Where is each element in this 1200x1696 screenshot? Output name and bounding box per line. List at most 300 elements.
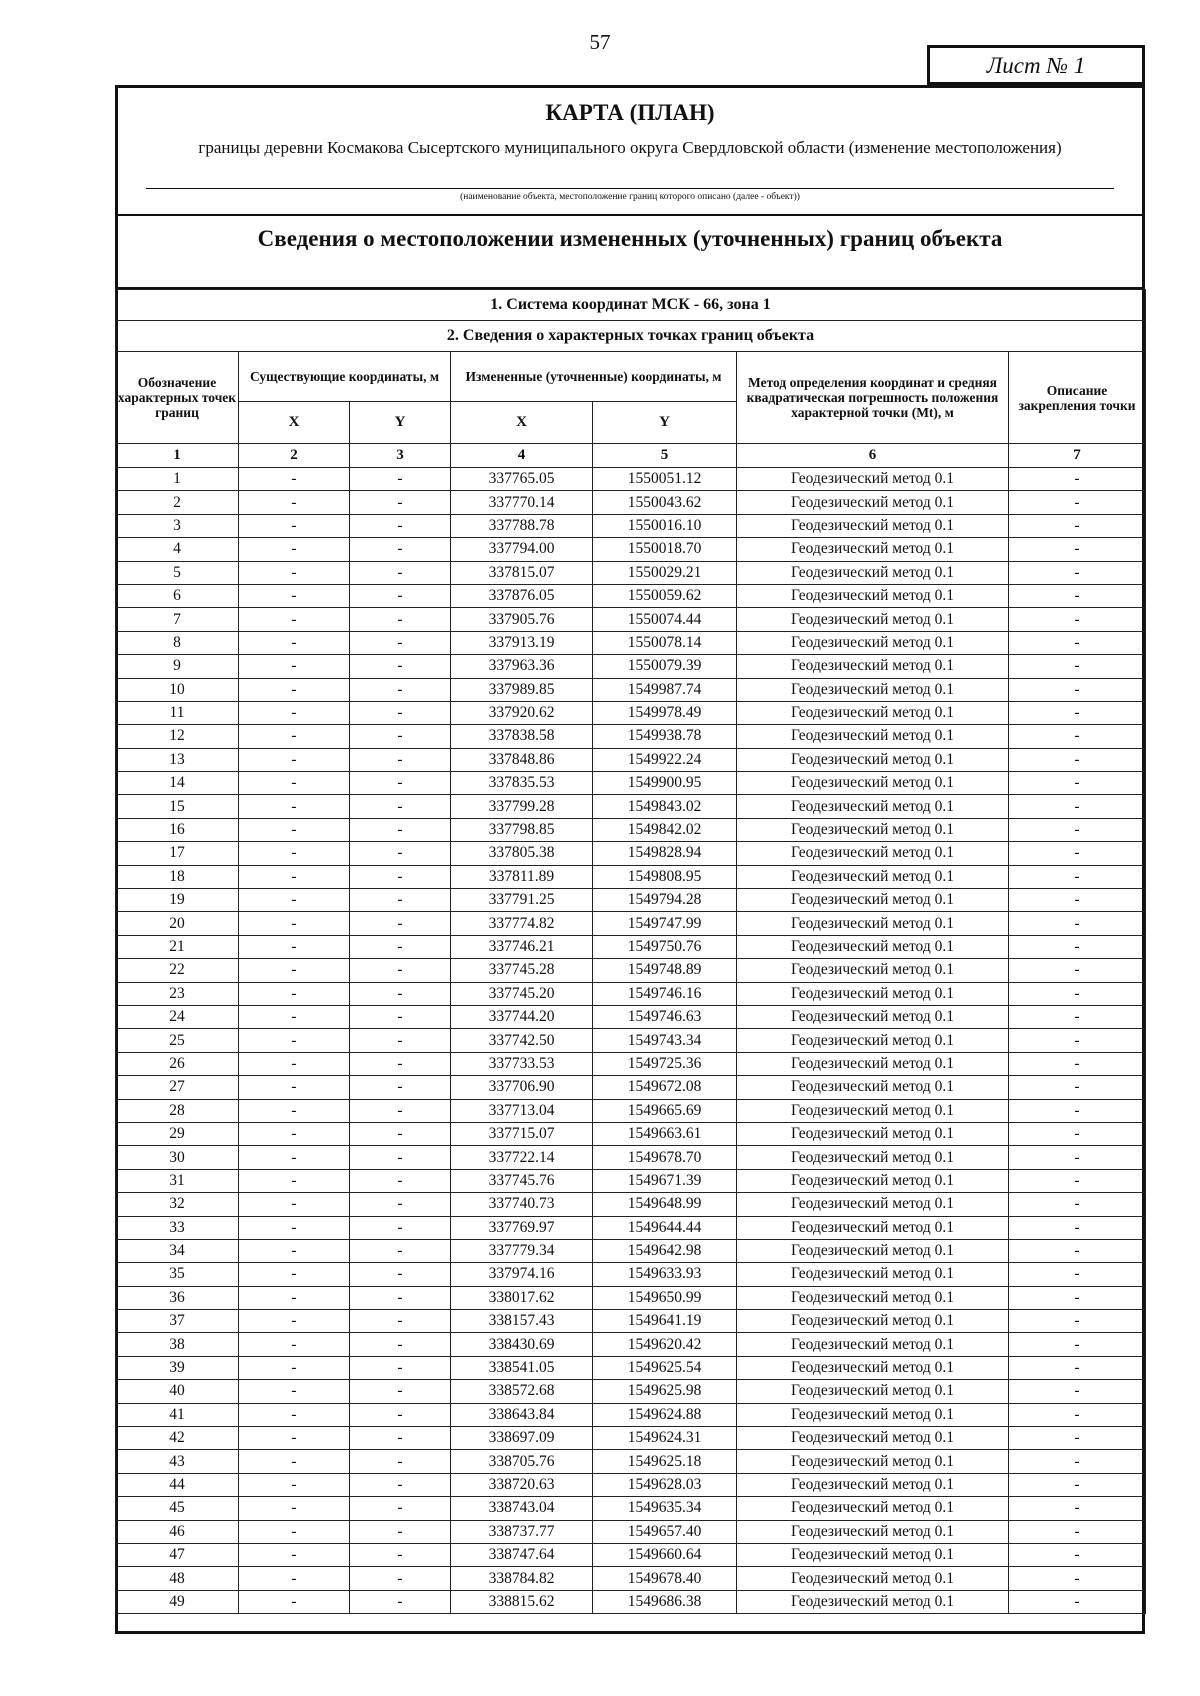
existing-y-cell: - <box>350 701 451 724</box>
existing-y-cell: - <box>350 584 451 607</box>
table-row <box>116 865 1146 888</box>
fixing-description-cell: - <box>1009 608 1146 631</box>
existing-x-cell: - <box>239 1146 350 1169</box>
changed-y-cell: 1549828.94 <box>593 842 737 865</box>
fixing-description-cell: - <box>1009 1029 1146 1052</box>
existing-y-cell: - <box>350 514 451 537</box>
fixing-description-cell: - <box>1009 1473 1146 1496</box>
fixing-description-cell: - <box>1009 725 1146 748</box>
existing-x-cell: - <box>239 1450 350 1473</box>
fixing-description-cell: - <box>1009 1263 1146 1286</box>
table-row <box>116 1122 1146 1145</box>
changed-y-cell: 1549642.98 <box>593 1239 737 1262</box>
existing-x-cell: - <box>239 1497 350 1520</box>
table-row <box>116 468 1146 491</box>
changed-y-cell: 1550043.62 <box>593 491 737 514</box>
changed-y-cell: 1549633.93 <box>593 1263 737 1286</box>
fixing-description-cell: - <box>1009 865 1146 888</box>
method-cell: Геодезический метод 0.1 <box>737 1333 1009 1356</box>
existing-y-cell: - <box>350 1029 451 1052</box>
existing-y-cell: - <box>350 1146 451 1169</box>
existing-x-cell: - <box>239 842 350 865</box>
method-cell: Геодезический метод 0.1 <box>737 725 1009 748</box>
point-number-cell: 34 <box>116 1239 239 1262</box>
method-cell: Геодезический метод 0.1 <box>737 561 1009 584</box>
existing-x-cell: - <box>239 1193 350 1216</box>
table-row <box>116 982 1146 1005</box>
header-changed-x: X <box>451 402 593 444</box>
table-row <box>116 1380 1146 1403</box>
existing-x-cell: - <box>239 1216 350 1239</box>
header-existing-y: Y <box>350 402 451 444</box>
fixing-description-cell: - <box>1009 701 1146 724</box>
existing-x-cell: - <box>239 538 350 561</box>
point-number-cell: 8 <box>116 631 239 654</box>
table-row <box>116 1567 1146 1590</box>
changed-y-cell: 1549663.61 <box>593 1122 737 1145</box>
fixing-description-cell: - <box>1009 1590 1146 1613</box>
table-row <box>116 1146 1146 1169</box>
table-row <box>116 1263 1146 1286</box>
point-number-cell: 40 <box>116 1380 239 1403</box>
method-cell: Геодезический метод 0.1 <box>737 1122 1009 1145</box>
fixing-description-cell: - <box>1009 1543 1146 1566</box>
table-row <box>116 1193 1146 1216</box>
existing-y-cell: - <box>350 468 451 491</box>
method-cell: Геодезический метод 0.1 <box>737 1239 1009 1262</box>
changed-x-cell: 338784.82 <box>451 1567 593 1590</box>
fixing-description-cell: - <box>1009 1052 1146 1075</box>
point-number-cell: 29 <box>116 1122 239 1145</box>
existing-x-cell: - <box>239 1169 350 1192</box>
changed-y-cell: 1549657.40 <box>593 1520 737 1543</box>
fixing-description-cell: - <box>1009 538 1146 561</box>
table-row <box>116 678 1146 701</box>
point-number-cell: 6 <box>116 584 239 607</box>
points-section-title: 2. Сведения о характерных точках границ объекта <box>116 321 1146 352</box>
changed-y-cell: 1549900.95 <box>593 772 737 795</box>
header-existing-x: X <box>239 402 350 444</box>
fixing-description-cell: - <box>1009 1380 1146 1403</box>
existing-x-cell: - <box>239 935 350 958</box>
table-row <box>116 1076 1146 1099</box>
changed-x-cell: 338157.43 <box>451 1310 593 1333</box>
changed-x-cell: 337744.20 <box>451 1005 593 1028</box>
changed-x-cell: 338541.05 <box>451 1356 593 1379</box>
method-cell: Геодезический метод 0.1 <box>737 1380 1009 1403</box>
page-number: 57 <box>589 30 611 54</box>
point-number-cell: 1 <box>116 468 239 491</box>
existing-y-cell: - <box>350 1520 451 1543</box>
method-cell: Геодезический метод 0.1 <box>737 1263 1009 1286</box>
changed-x-cell: 337876.05 <box>451 584 593 607</box>
fixing-description-cell: - <box>1009 1239 1146 1262</box>
fixing-description-cell: - <box>1009 1450 1146 1473</box>
coordinate-system-row <box>116 290 1146 321</box>
table-row <box>116 842 1146 865</box>
fixing-description-cell: - <box>1009 514 1146 537</box>
existing-y-cell: - <box>350 1099 451 1122</box>
changed-y-cell: 1549644.44 <box>593 1216 737 1239</box>
method-cell: Геодезический метод 0.1 <box>737 865 1009 888</box>
existing-x-cell: - <box>239 1333 350 1356</box>
changed-x-cell: 337713.04 <box>451 1099 593 1122</box>
existing-x-cell: - <box>239 631 350 654</box>
fixing-description-cell: - <box>1009 1005 1146 1028</box>
table-row <box>116 725 1146 748</box>
existing-x-cell: - <box>239 1286 350 1309</box>
method-cell: Геодезический метод 0.1 <box>737 631 1009 654</box>
existing-x-cell: - <box>239 1239 350 1262</box>
header-row <box>116 352 1146 402</box>
changed-y-cell: 1550016.10 <box>593 514 737 537</box>
existing-y-cell: - <box>350 561 451 584</box>
table-row <box>116 1590 1146 1613</box>
existing-y-cell: - <box>350 631 451 654</box>
sheet-label: Лист № 1 <box>927 45 1145 85</box>
existing-x-cell: - <box>239 1567 350 1590</box>
existing-x-cell: - <box>239 1076 350 1099</box>
changed-y-cell: 1549624.88 <box>593 1403 737 1426</box>
existing-x-cell: - <box>239 865 350 888</box>
point-number-cell: 19 <box>116 889 239 912</box>
changed-y-cell: 1549620.42 <box>593 1333 737 1356</box>
changed-y-cell: 1549678.70 <box>593 1146 737 1169</box>
existing-x-cell: - <box>239 1590 350 1613</box>
existing-y-cell: - <box>350 865 451 888</box>
existing-y-cell: - <box>350 1052 451 1075</box>
changed-x-cell: 337905.76 <box>451 608 593 631</box>
method-cell: Геодезический метод 0.1 <box>737 701 1009 724</box>
existing-y-cell: - <box>350 1497 451 1520</box>
changed-x-cell: 338747.64 <box>451 1543 593 1566</box>
document-header <box>115 85 1145 289</box>
table-row <box>116 655 1146 678</box>
table-row <box>116 1310 1146 1333</box>
method-cell: Геодезический метод 0.1 <box>737 1450 1009 1473</box>
existing-x-cell: - <box>239 1473 350 1496</box>
point-number-cell: 44 <box>116 1473 239 1496</box>
changed-y-cell: 1549743.34 <box>593 1029 737 1052</box>
header-method: Метод определения координат и средняя квадратическая погрешность положения характерной точки (Mt), м <box>737 352 1009 444</box>
coordinate-system: 1. Система координат МСК - 66, зона 1 <box>116 290 1146 321</box>
method-cell: Геодезический метод 0.1 <box>737 1310 1009 1333</box>
existing-y-cell: - <box>350 842 451 865</box>
changed-y-cell: 1550074.44 <box>593 608 737 631</box>
point-number-cell: 46 <box>116 1520 239 1543</box>
existing-y-cell: - <box>350 608 451 631</box>
existing-y-cell: - <box>350 1380 451 1403</box>
table-row <box>116 1052 1146 1075</box>
table-row <box>116 1169 1146 1192</box>
existing-y-cell: - <box>350 1122 451 1145</box>
changed-x-cell: 337769.97 <box>451 1216 593 1239</box>
changed-y-cell: 1549843.02 <box>593 795 737 818</box>
changed-x-cell: 338017.62 <box>451 1286 593 1309</box>
changed-y-cell: 1549746.63 <box>593 1005 737 1028</box>
existing-y-cell: - <box>350 795 451 818</box>
existing-x-cell: - <box>239 1029 350 1052</box>
existing-y-cell: - <box>350 1356 451 1379</box>
changed-y-cell: 1550078.14 <box>593 631 737 654</box>
fixing-description-cell: - <box>1009 1427 1146 1450</box>
existing-x-cell: - <box>239 608 350 631</box>
point-number-cell: 43 <box>116 1450 239 1473</box>
fixing-description-cell: - <box>1009 1520 1146 1543</box>
changed-x-cell: 337745.20 <box>451 982 593 1005</box>
point-number-cell: 9 <box>116 655 239 678</box>
method-cell: Геодезический метод 0.1 <box>737 1497 1009 1520</box>
point-number-cell: 4 <box>116 538 239 561</box>
existing-x-cell: - <box>239 468 350 491</box>
existing-x-cell: - <box>239 1403 350 1426</box>
method-cell: Геодезический метод 0.1 <box>737 935 1009 958</box>
column-number: 6 <box>737 444 1009 468</box>
point-number-cell: 41 <box>116 1403 239 1426</box>
changed-x-cell: 338572.68 <box>451 1380 593 1403</box>
changed-y-cell: 1549628.03 <box>593 1473 737 1496</box>
existing-x-cell: - <box>239 795 350 818</box>
changed-y-cell: 1549842.02 <box>593 818 737 841</box>
table-row <box>116 701 1146 724</box>
changed-x-cell: 337788.78 <box>451 514 593 537</box>
changed-x-cell: 337745.76 <box>451 1169 593 1192</box>
fixing-description-cell: - <box>1009 935 1146 958</box>
method-cell: Геодезический метод 0.1 <box>737 1052 1009 1075</box>
method-cell: Геодезический метод 0.1 <box>737 608 1009 631</box>
point-number-cell: 28 <box>116 1099 239 1122</box>
point-number-cell: 17 <box>116 842 239 865</box>
point-number-cell: 21 <box>116 935 239 958</box>
point-number-cell: 30 <box>116 1146 239 1169</box>
column-number-row <box>116 444 1146 468</box>
fixing-description-cell: - <box>1009 912 1146 935</box>
changed-x-cell: 337715.07 <box>451 1122 593 1145</box>
table-row <box>116 1427 1146 1450</box>
header-changed-y: Y <box>593 402 737 444</box>
existing-x-cell: - <box>239 959 350 982</box>
existing-y-cell: - <box>350 491 451 514</box>
fixing-description-cell: - <box>1009 795 1146 818</box>
existing-x-cell: - <box>239 1263 350 1286</box>
coordinates-table-body <box>116 290 1146 1614</box>
existing-x-cell: - <box>239 772 350 795</box>
existing-x-cell: - <box>239 678 350 701</box>
changed-x-cell: 338720.63 <box>451 1473 593 1496</box>
table-row <box>116 1450 1146 1473</box>
method-cell: Геодезический метод 0.1 <box>737 514 1009 537</box>
fixing-description-cell: - <box>1009 491 1146 514</box>
changed-x-cell: 337805.38 <box>451 842 593 865</box>
changed-x-cell: 338743.04 <box>451 1497 593 1520</box>
method-cell: Геодезический метод 0.1 <box>737 748 1009 771</box>
table-row <box>116 889 1146 912</box>
fixing-description-cell: - <box>1009 1193 1146 1216</box>
table-row <box>116 1029 1146 1052</box>
method-cell: Геодезический метод 0.1 <box>737 982 1009 1005</box>
table-row <box>116 772 1146 795</box>
fixing-description-cell: - <box>1009 1497 1146 1520</box>
existing-y-cell: - <box>350 1403 451 1426</box>
points-section-row <box>116 321 1146 352</box>
method-cell: Геодезический метод 0.1 <box>737 1567 1009 1590</box>
point-number-cell: 35 <box>116 1263 239 1286</box>
existing-x-cell: - <box>239 725 350 748</box>
method-cell: Геодезический метод 0.1 <box>737 1590 1009 1613</box>
fixing-description-cell: - <box>1009 1356 1146 1379</box>
changed-y-cell: 1549624.31 <box>593 1427 737 1450</box>
existing-y-cell: - <box>350 1216 451 1239</box>
changed-y-cell: 1549671.39 <box>593 1169 737 1192</box>
point-number-cell: 13 <box>116 748 239 771</box>
point-number-cell: 42 <box>116 1427 239 1450</box>
changed-y-cell: 1549750.76 <box>593 935 737 958</box>
changed-y-cell: 1549678.40 <box>593 1567 737 1590</box>
changed-x-cell: 337913.19 <box>451 631 593 654</box>
existing-x-cell: - <box>239 1543 350 1566</box>
point-number-cell: 47 <box>116 1543 239 1566</box>
method-cell: Геодезический метод 0.1 <box>737 1403 1009 1426</box>
method-cell: Геодезический метод 0.1 <box>737 1543 1009 1566</box>
method-cell: Геодезический метод 0.1 <box>737 912 1009 935</box>
fixing-description-cell: - <box>1009 982 1146 1005</box>
point-number-cell: 22 <box>116 959 239 982</box>
fixing-description-cell: - <box>1009 1169 1146 1192</box>
existing-y-cell: - <box>350 1169 451 1192</box>
table-row <box>116 818 1146 841</box>
existing-x-cell: - <box>239 1520 350 1543</box>
existing-y-cell: - <box>350 1263 451 1286</box>
changed-x-cell: 337791.25 <box>451 889 593 912</box>
changed-x-cell: 337742.50 <box>451 1029 593 1052</box>
method-cell: Геодезический метод 0.1 <box>737 1029 1009 1052</box>
point-number-cell: 26 <box>116 1052 239 1075</box>
object-caption: (наименование объекта, местоположение границ которого описано (далее - объект)) <box>460 192 800 202</box>
changed-y-cell: 1549725.36 <box>593 1052 737 1075</box>
column-number: 5 <box>593 444 737 468</box>
existing-y-cell: - <box>350 1567 451 1590</box>
changed-y-cell: 1549746.16 <box>593 982 737 1005</box>
point-number-cell: 33 <box>116 1216 239 1239</box>
method-cell: Геодезический метод 0.1 <box>737 1146 1009 1169</box>
method-cell: Геодезический метод 0.1 <box>737 1193 1009 1216</box>
existing-y-cell: - <box>350 538 451 561</box>
method-cell: Геодезический метод 0.1 <box>737 772 1009 795</box>
changed-x-cell: 337740.73 <box>451 1193 593 1216</box>
changed-y-cell: 1549625.98 <box>593 1380 737 1403</box>
existing-y-cell: - <box>350 1473 451 1496</box>
existing-x-cell: - <box>239 584 350 607</box>
changed-x-cell: 337798.85 <box>451 818 593 841</box>
column-number: 4 <box>451 444 593 468</box>
fixing-description-cell: - <box>1009 584 1146 607</box>
changed-y-cell: 1549641.19 <box>593 1310 737 1333</box>
changed-x-cell: 337733.53 <box>451 1052 593 1075</box>
underline-divider <box>146 188 1114 189</box>
existing-x-cell: - <box>239 912 350 935</box>
existing-x-cell: - <box>239 701 350 724</box>
table-row <box>116 561 1146 584</box>
changed-x-cell: 338430.69 <box>451 1333 593 1356</box>
method-cell: Геодезический метод 0.1 <box>737 1076 1009 1099</box>
existing-x-cell: - <box>239 1310 350 1333</box>
point-number-cell: 14 <box>116 772 239 795</box>
existing-y-cell: - <box>350 1543 451 1566</box>
point-number-cell: 20 <box>116 912 239 935</box>
point-number-cell: 39 <box>116 1356 239 1379</box>
changed-x-cell: 337835.53 <box>451 772 593 795</box>
table-row <box>116 1403 1146 1426</box>
changed-x-cell: 338705.76 <box>451 1450 593 1473</box>
point-number-cell: 12 <box>116 725 239 748</box>
changed-y-cell: 1549987.74 <box>593 678 737 701</box>
point-number-cell: 15 <box>116 795 239 818</box>
existing-y-cell: - <box>350 818 451 841</box>
changed-x-cell: 338815.62 <box>451 1590 593 1613</box>
header-divider <box>118 214 1142 216</box>
existing-x-cell: - <box>239 1005 350 1028</box>
changed-x-cell: 337815.07 <box>451 561 593 584</box>
existing-y-cell: - <box>350 935 451 958</box>
fixing-description-cell: - <box>1009 1146 1146 1169</box>
changed-y-cell: 1549922.24 <box>593 748 737 771</box>
point-number-cell: 2 <box>116 491 239 514</box>
method-cell: Геодезический метод 0.1 <box>737 491 1009 514</box>
method-cell: Геодезический метод 0.1 <box>737 1427 1009 1450</box>
changed-x-cell: 337765.05 <box>451 468 593 491</box>
header-point-designation: Обозначение характерных точек границ <box>116 352 239 444</box>
header-fixing-description: Описание закрепления точки <box>1009 352 1146 444</box>
existing-y-cell: - <box>350 1590 451 1613</box>
method-cell: Геодезический метод 0.1 <box>737 842 1009 865</box>
fixing-description-cell: - <box>1009 1286 1146 1309</box>
method-cell: Геодезический метод 0.1 <box>737 1099 1009 1122</box>
method-cell: Геодезический метод 0.1 <box>737 1356 1009 1379</box>
existing-x-cell: - <box>239 1122 350 1145</box>
table-row <box>116 795 1146 818</box>
existing-x-cell: - <box>239 655 350 678</box>
existing-y-cell: - <box>350 1076 451 1099</box>
changed-y-cell: 1550018.70 <box>593 538 737 561</box>
point-number-cell: 5 <box>116 561 239 584</box>
method-cell: Геодезический метод 0.1 <box>737 1216 1009 1239</box>
changed-y-cell: 1549808.95 <box>593 865 737 888</box>
table-row <box>116 608 1146 631</box>
existing-y-cell: - <box>350 982 451 1005</box>
table-row <box>116 1473 1146 1496</box>
changed-y-cell: 1549978.49 <box>593 701 737 724</box>
point-number-cell: 37 <box>116 1310 239 1333</box>
existing-y-cell: - <box>350 772 451 795</box>
existing-y-cell: - <box>350 1286 451 1309</box>
changed-y-cell: 1549648.99 <box>593 1193 737 1216</box>
method-cell: Геодезический метод 0.1 <box>737 795 1009 818</box>
method-cell: Геодезический метод 0.1 <box>737 959 1009 982</box>
method-cell: Геодезический метод 0.1 <box>737 468 1009 491</box>
column-number: 7 <box>1009 444 1146 468</box>
existing-x-cell: - <box>239 889 350 912</box>
existing-x-cell: - <box>239 1099 350 1122</box>
table-row <box>116 959 1146 982</box>
point-number-cell: 31 <box>116 1169 239 1192</box>
table-row <box>116 491 1146 514</box>
existing-y-cell: - <box>350 725 451 748</box>
existing-y-cell: - <box>350 1005 451 1028</box>
changed-x-cell: 338737.77 <box>451 1520 593 1543</box>
point-number-cell: 27 <box>116 1076 239 1099</box>
table-row <box>116 1356 1146 1379</box>
method-cell: Геодезический метод 0.1 <box>737 538 1009 561</box>
